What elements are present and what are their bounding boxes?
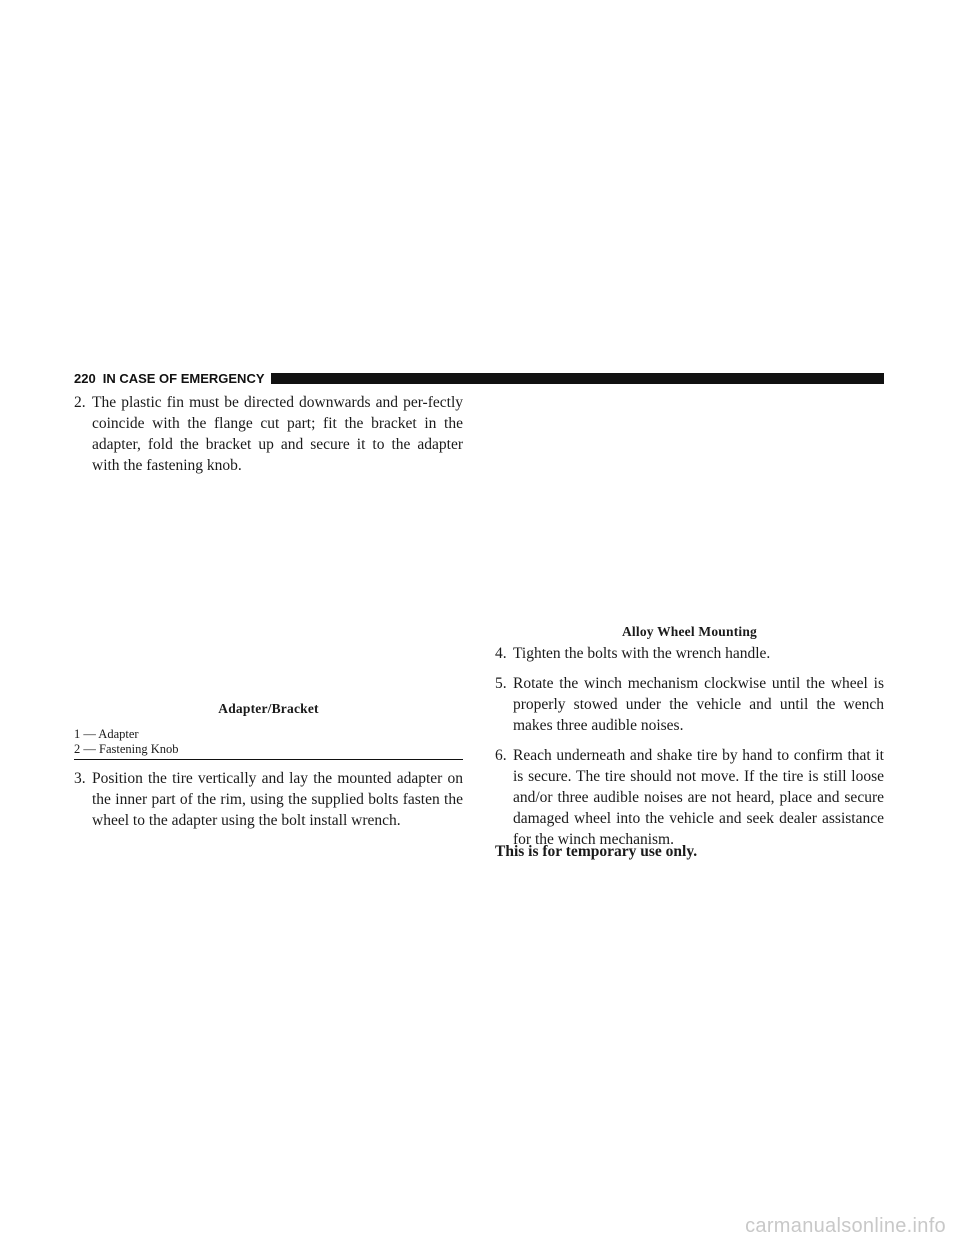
step-6 xyxy=(495,745,884,850)
step-2-number: 2. xyxy=(74,394,86,411)
page-header xyxy=(74,370,884,386)
step-5-paragraph xyxy=(495,673,884,736)
step-2-text: The plastic fin must be directed downwards and per-fectly coincide with the flange cut part; fit the bracket in the adapter, fold the bracket up and secure it to the adapter with the fastening knob. xyxy=(92,394,463,474)
step-4 xyxy=(495,643,884,664)
step-6-text: Reach underneath and shake tire by hand to confirm that it is secure. The tire should not move. If the tire is still loose and/or three audible noises are not heard, place and secure damaged wheel into the vehicle and seek dealer assistance for the winch mechanism. xyxy=(513,747,884,848)
step-6-number: 6. xyxy=(495,747,507,764)
step-2 xyxy=(74,392,463,476)
step-3 xyxy=(74,768,463,831)
step-5-text: Rotate the winch mechanism clockwise until the wheel is properly stowed under the vehicle and until the wench makes three audible noises. xyxy=(513,675,884,734)
step-3-number: 3. xyxy=(74,770,86,787)
section-title: IN CASE OF EMERGENCY xyxy=(102,370,265,386)
step-4-text: Tighten the bolts with the wrench handle. xyxy=(513,645,771,662)
step-4-number: 4. xyxy=(495,645,507,662)
figure-caption-alloy-wheel: Alloy Wheel Mounting xyxy=(621,624,757,639)
step-4-paragraph xyxy=(495,643,884,664)
step-3-paragraph xyxy=(74,768,463,831)
legend-divider xyxy=(74,759,463,760)
legend-item: 1 — Adapter xyxy=(74,727,139,741)
page-number: 220 xyxy=(74,370,96,386)
figure-caption-adapter-bracket: Adapter/Bracket xyxy=(218,701,319,716)
header-rule xyxy=(271,373,885,384)
step-5-number: 5. xyxy=(495,675,507,692)
temporary-use-note: This is for temporary use only. xyxy=(495,843,698,860)
step-6-paragraph xyxy=(495,745,884,850)
figure-legend xyxy=(74,727,463,757)
watermark: carmanualsonline.info xyxy=(745,1215,946,1237)
adapter-bracket-figure xyxy=(74,480,463,695)
alloy-wheel-figure xyxy=(495,392,884,617)
legend-item: 2 — Fastening Knob xyxy=(74,742,179,756)
step-5 xyxy=(495,673,884,736)
step-2-paragraph xyxy=(74,392,463,476)
step-3-text: Position the tire vertically and lay the mounted adapter on the inner part of the rim, using the supplied bolts fasten the wheel to the adapter using the bolt install wrench. xyxy=(92,770,463,829)
